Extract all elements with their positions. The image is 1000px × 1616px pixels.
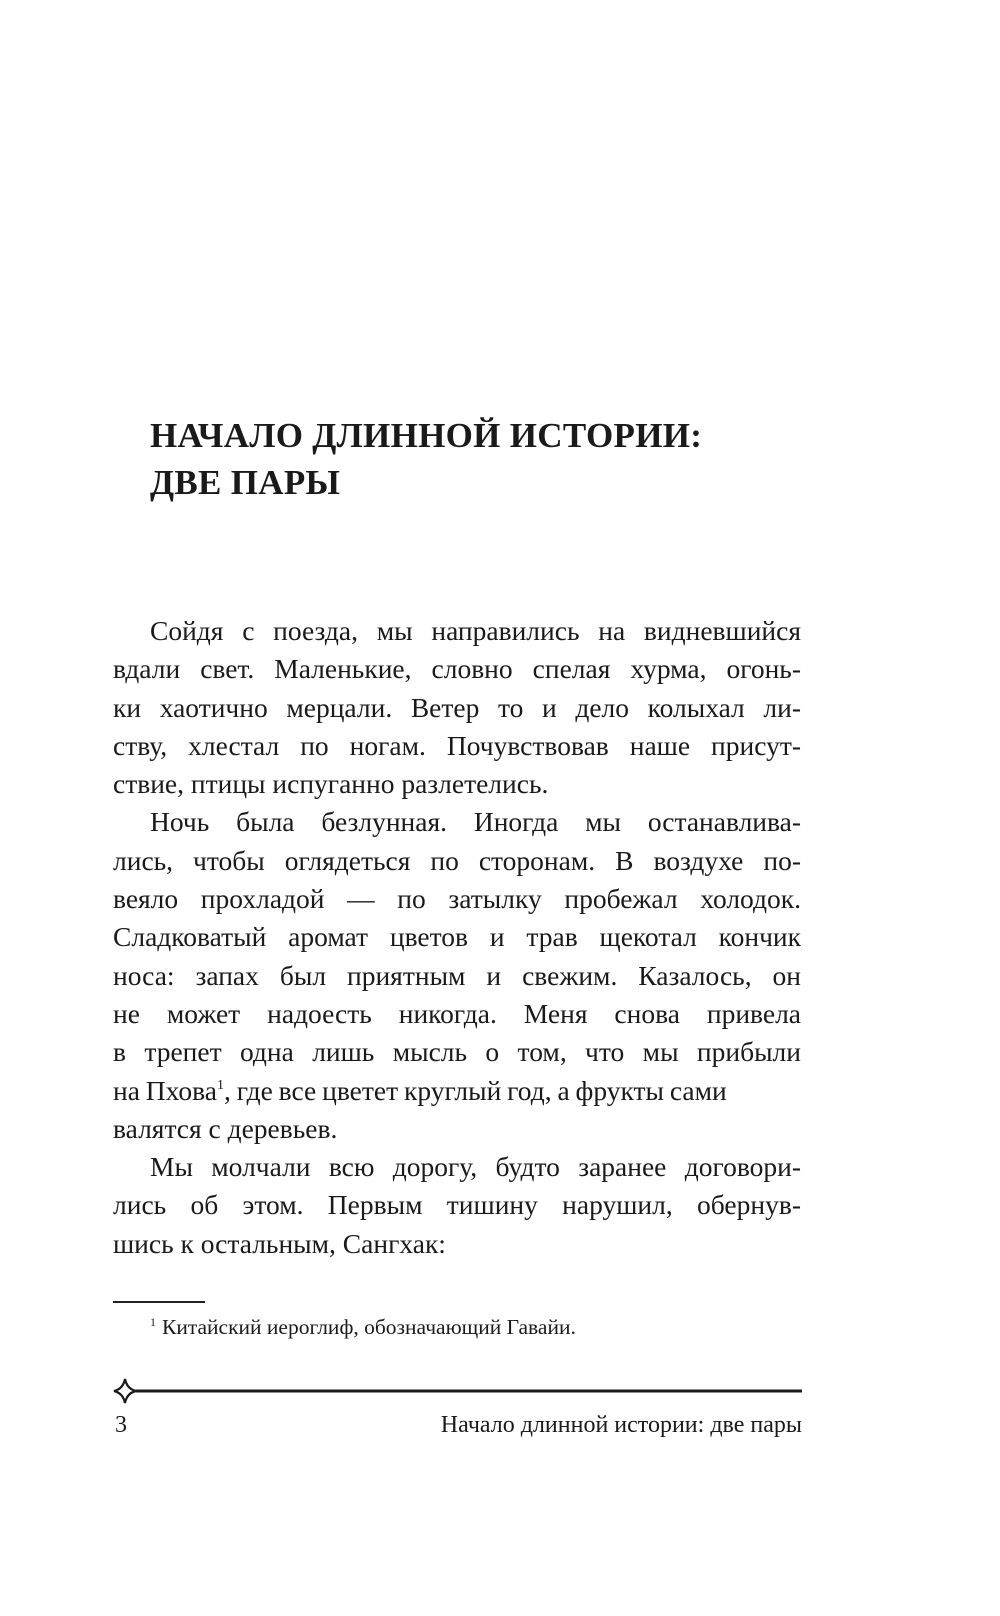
text-line: валятся с деревьев. (113, 1112, 338, 1144)
text-line: ки хаотично мерцали. Ветер то и дело колыхал ли- (113, 691, 801, 723)
body-text (113, 612, 801, 1263)
text-line: лись об этом. Первым тишину нарушил, обернув- (113, 1189, 801, 1221)
text-line: Ночь была безлунная. Иногда мы останавлива- (150, 806, 801, 838)
star-ornament-icon (114, 1379, 136, 1403)
footnote-marker: 1 (150, 1315, 156, 1329)
text-line: ству, хлестал по ногам. Почувствовав наше присут- (113, 729, 801, 761)
footnote-text: Китайский иероглиф, обозначающий Гавайи. (162, 1315, 576, 1339)
running-header: Начало длинной истории: две пары (440, 1412, 802, 1438)
text-line: носа: запах был приятным и свежим. Казалось, он (113, 959, 801, 991)
text-line (113, 1072, 801, 1110)
text-line: не может надоесть никогда. Меня снова привела (113, 997, 801, 1029)
text-line: вдали свет. Маленькие, словно спелая хурма, огонь- (113, 653, 801, 685)
page-number: 3 (115, 1412, 127, 1438)
text-fragment: , где все цветет круглый год, а фрукты сами (223, 1074, 727, 1106)
footnote-ref[interactable]: 1 (216, 1077, 224, 1093)
chapter-title-line: НАЧАЛО ДЛИННОЙ ИСТОРИИ: (150, 416, 703, 455)
text-line: ствие, птицы испуганно разлетелись. (113, 768, 549, 800)
footnote-divider (113, 1301, 205, 1303)
text-fragment: на Пхова (113, 1074, 217, 1106)
chapter-title (150, 412, 702, 506)
text-line: Сойдя с поезда, мы направились на видневшийся (150, 615, 801, 646)
text-line: Мы молчали всю дорогу, будто заранее договори- (150, 1151, 801, 1183)
footnote (150, 1312, 576, 1342)
text-line: шись к остальным, Сангхак: (113, 1227, 446, 1259)
text-line: Сладковатый аромат цветов и трав щекотал кончик (113, 921, 801, 953)
text-line: веяло прохладой — по затылку пробежал холодок. (113, 883, 801, 915)
text-line: лись, чтобы оглядеться по сторонам. В воздухе по- (113, 844, 801, 876)
ornament-rule (110, 1376, 802, 1406)
text-line: в трепет одна лишь мысль о том, что мы прибыли (113, 1036, 801, 1068)
horizontal-rule (136, 1390, 802, 1393)
chapter-title-line: ДВЕ ПАРЫ (150, 463, 341, 502)
